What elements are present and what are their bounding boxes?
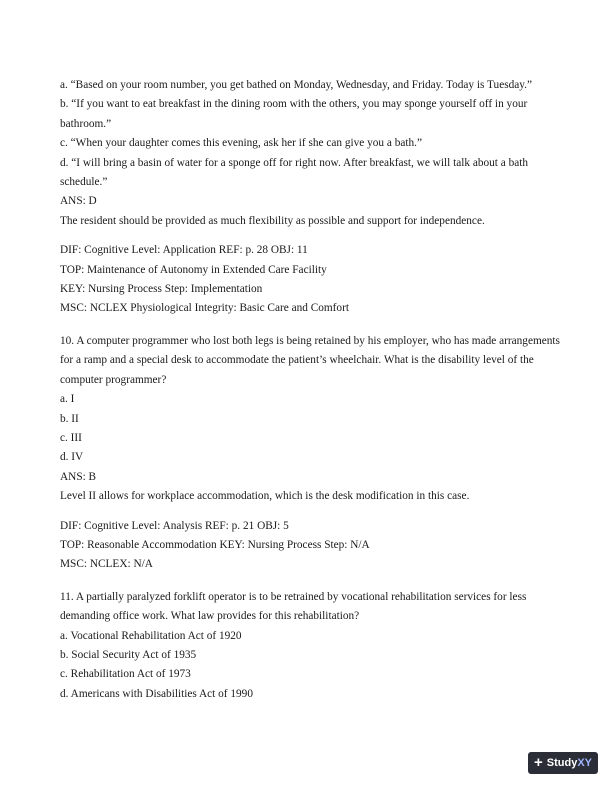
q9-option-d: d. “I will bring a basin of water for a sponge off for right now. After breakfast, we will talk about a bath schedule.” <box>60 156 529 189</box>
q11-option-c: c. Rehabilitation Act of 1973 <box>60 668 191 681</box>
q9-option-a: a. “Based on your room number, you get bathed on Monday, Wednesday, and Friday. Today is Tuesday.” <box>60 79 533 91</box>
q10-meta-top: TOP: Reasonable Accommodation KEY: Nursing Process Step: N/A <box>60 538 370 551</box>
q10-answer: ANS: B <box>60 470 97 483</box>
q9-meta-msc: MSC: NCLEX Physiological Integrity: Basic Care and Comfort <box>60 302 349 315</box>
brand-accent: XY <box>577 757 592 769</box>
q10-question: 10. A computer programmer who lost both legs is being retained by his employer, who has made arrangements for a ramp and a special desk to accommodate the patient’s wheelchair. What is the disability level of the computer programmer? <box>60 334 560 386</box>
q10-option-c: c. III <box>60 431 82 444</box>
q11-option-a: a. Vocational Rehabilitation Act of 1920 <box>60 629 242 642</box>
q10-rationale: Level II allows for workplace accommodation, which is the desk modification in this case. <box>60 490 470 503</box>
question-10-block <box>60 332 560 575</box>
question-11-block <box>60 588 560 704</box>
studyxy-badge[interactable] <box>528 752 598 774</box>
q11-question: 11. A partially paralyzed forklift operator is to be retrained by vocational rehabilitation services for less demanding office work. What law provides for this rehabilitation? <box>60 590 527 623</box>
q9-meta-top: TOP: Maintenance of Autonomy in Extended Care Facility <box>60 263 327 276</box>
q9-option-b: b. “If you want to eat breakfast in the dining room with the others, you may sponge yourself off in your bathroom.” <box>60 98 528 130</box>
q10-meta-msc: MSC: NCLEX: N/A <box>60 558 153 571</box>
brand-main: Study <box>546 757 578 769</box>
question-9-block <box>60 76 560 319</box>
q10-option-d: d. IV <box>60 451 84 464</box>
q9-rationale: The resident should be provided as much flexibility as possible and support for independence. <box>60 214 485 227</box>
q10-meta-dif: DIF: Cognitive Level: Analysis REF: p. 21 OBJ: 5 <box>60 519 289 532</box>
q9-option-c: c. “When your daughter comes this evening, ask her if she can give you a bath.” <box>60 137 423 150</box>
q9-meta-dif: DIF: Cognitive Level: Application REF: p. 28 OBJ: 11 <box>60 244 308 257</box>
q9-answer: ANS: D <box>60 195 97 208</box>
q11-option-b: b. Social Security Act of 1935 <box>60 648 197 661</box>
q10-option-b: b. II <box>60 412 79 425</box>
plus-icon: + <box>533 754 543 771</box>
q9-meta-key: KEY: Nursing Process Step: Implementation <box>60 283 263 296</box>
q11-option-d: d. Americans with Disabilities Act of 1990 <box>60 687 253 700</box>
q10-option-a: a. I <box>60 393 75 406</box>
document-page <box>60 76 560 704</box>
brand-name <box>547 757 592 769</box>
